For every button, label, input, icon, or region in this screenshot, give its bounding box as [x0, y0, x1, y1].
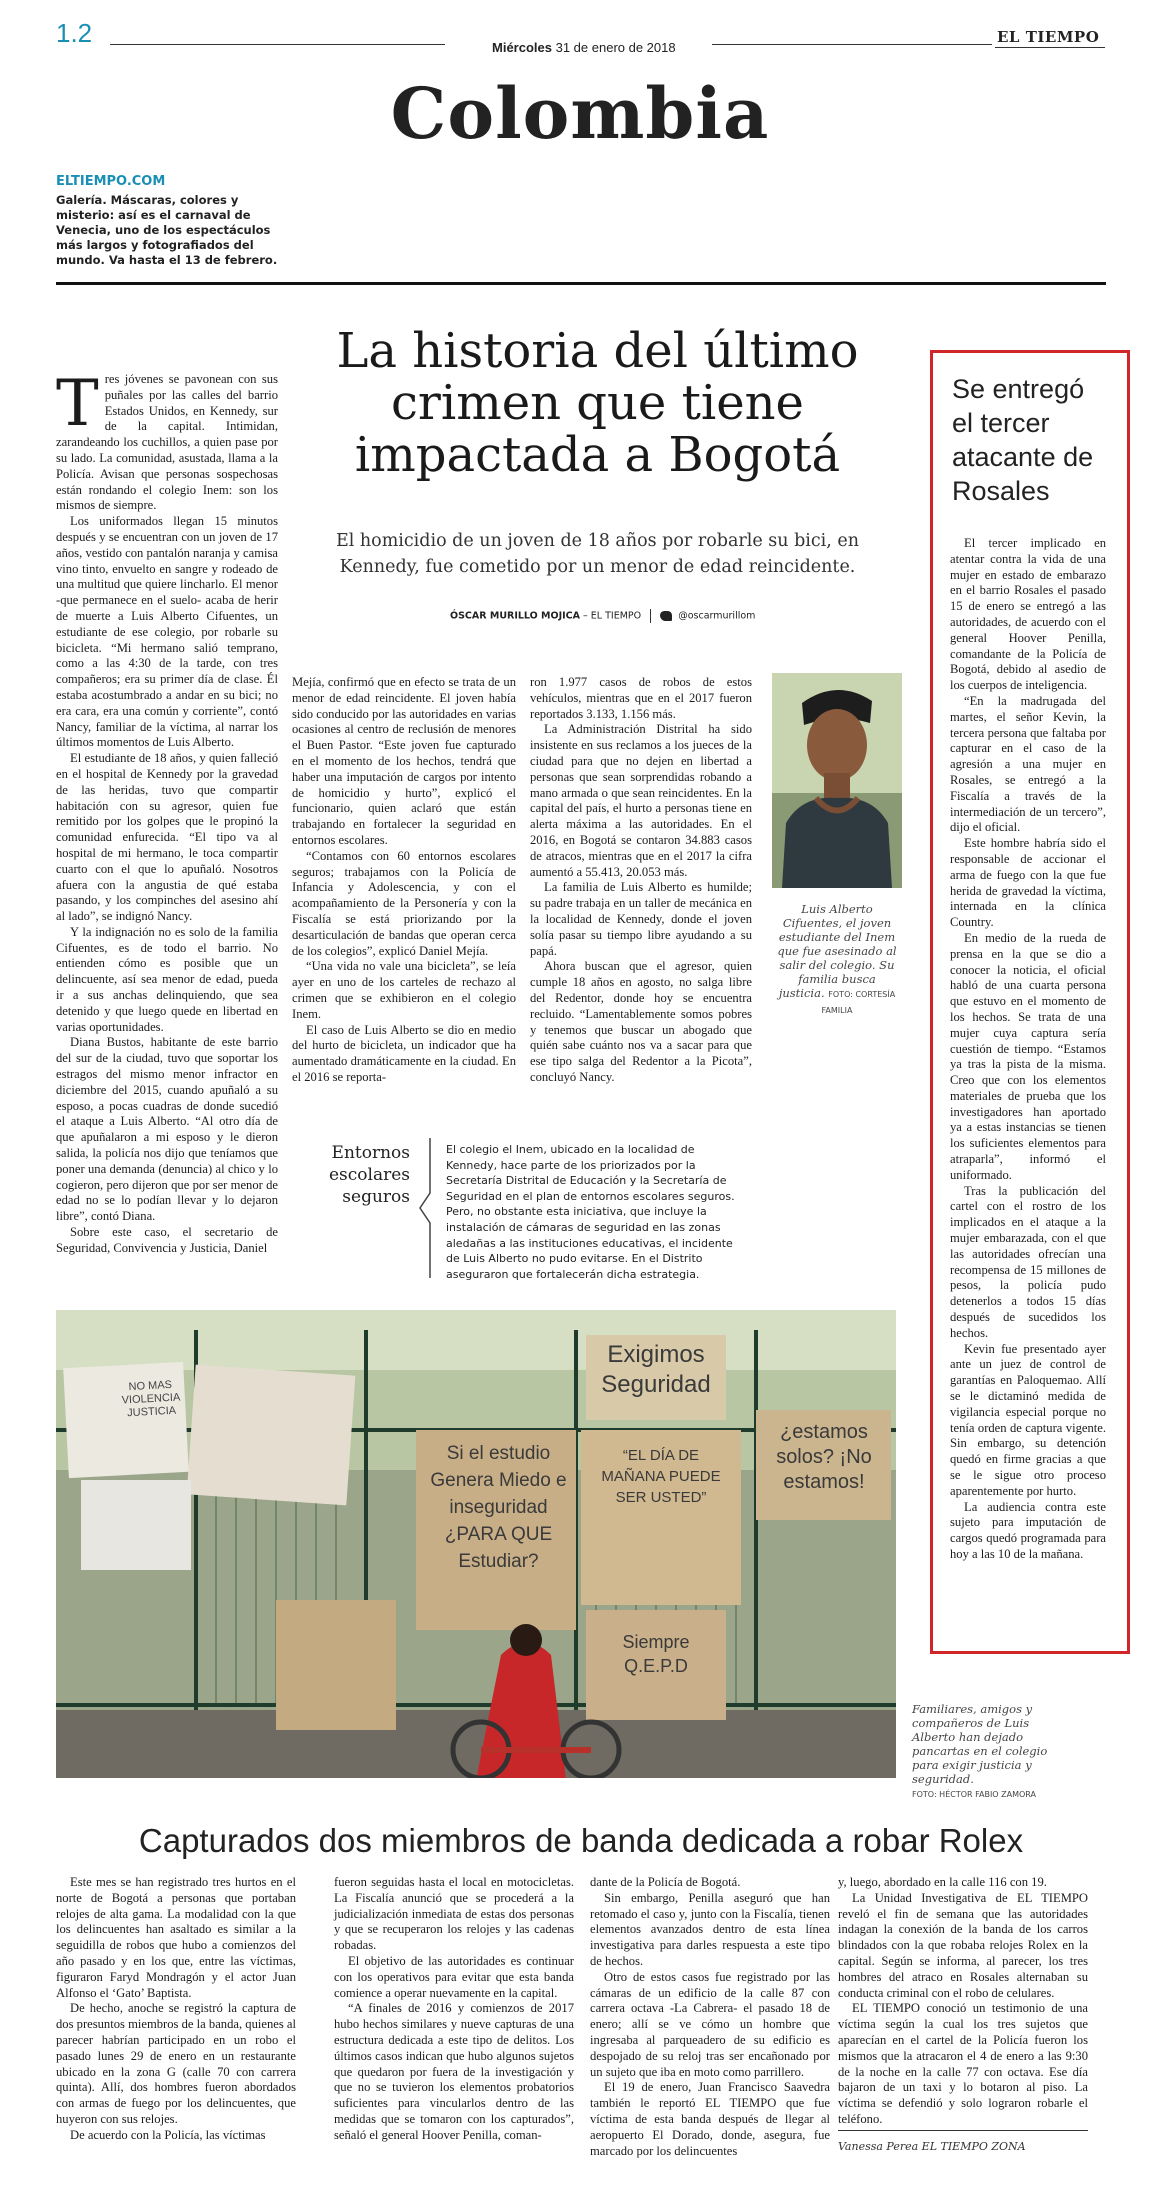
- second-column-3: [590, 1875, 830, 2159]
- paragraph: Mejía, confirmó que en efecto se trata de un menor de edad reincidente. El joven había sido conducido por las autoridades en varias ocasiones al centro de reclusión de menores el Buen Pastor. “Este joven fue capturado en el momento de los hechos, tendrá que haber una imputación de cargos por intento de homicidio y hurto”, explicó el funcionario, quien aclaró que están trabajando en fortalecer la seguridad en entornos escolares.: [292, 675, 516, 847]
- second-column-2: [334, 1875, 574, 2144]
- portrait-photo: [772, 673, 902, 888]
- portrait-credit: FOTO: CORTESÍA FAMILIA: [821, 990, 896, 1015]
- paragraph: En medio de la rueda de prensa en la que se dio a conocer la noticia, el oficial habló de una cuarta persona que estuvo en el momento de los hechos. Se trata de una mujer cuya captura sería cuestión de tiempo. “Estamos ya tras la pista de la misma. Creo que con los elementos materiales de prueba que los investigadores han aportado ya a estas instancias se tienen los suficientes elementos para atraparla”, informó el uniformado.: [950, 930, 1106, 1182]
- paragraph: De acuerdo con la Policía, las víctimas: [70, 2127, 266, 2142]
- paragraph: res jóvenes se pavonean con sus puñales por las calles del barrio Estados Unidos, en Kennedy, sur de la capital. Intimidan, zarandeando los cuchillos, a quien pase por su lado. La comunidad, asustada, llama a la Policía. Avisan que personas sospechosas están rondando el colegio Inem: son los mismos de siempre.: [56, 372, 278, 513]
- page-number: 1.2: [56, 18, 93, 48]
- paragraph: Este mes se han registrado tres hurtos en el norte de Bogotá a personas que portaban relojes de alta gama. La modalidad con la que los delincuentes han asaltado es similar a la seguidilla de robos que hubo a comienzos del año pasado y en los que, entre las víctimas, figuraron Faryd Mondragón y el actor Juan Alfonso el ‘Gato’ Baptista.: [56, 1875, 296, 2000]
- protest-photo: [56, 1310, 896, 1778]
- main-headline: La historia del último crimen que tiene impactada a Bogotá: [336, 323, 859, 483]
- byline-author: ÓSCAR MURILLO MOJICA: [450, 610, 580, 622]
- second-headline: Capturados dos miembros de banda dedicada a robar Rolex: [138, 1822, 1024, 1859]
- photo-sign-5: ¿estamos solos? ¡No estamos!: [776, 1421, 872, 1493]
- header-rule-left: [110, 44, 445, 45]
- portrait-caption: [776, 902, 898, 1018]
- portrait-caption-text: Luis Alberto Cifuentes, el joven estudiante del Inem que fue asesinado al salir del colegio. Su familia busca justicia.: [777, 902, 897, 1000]
- paragraph: Y la indignación no es solo de la familia Cifuentes, es de todo el barrio. No entienden cómo es posible que un delincuente, así sea menor de edad, pueda ir a sus anchas delinquiendo, que sea detenido y que luego quede en libertad en varias oportunidades.: [56, 924, 278, 1034]
- paragraph: “A finales de 2016 y comienzos de 2017 hubo hechos similares y nueve capturas de una estructura dedicada a este tipo de delitos. Los últimos casos indican que hubo algunos sujetos que quedaron por fuera de la investigación y que no se tuvieron los elementos probatorios suficientes para vincularlos dentro de las medidas que se tomaron con los capturados”, señaló el general Hoover Penilla, coman-: [334, 2001, 574, 2142]
- signature-rule: [838, 2130, 1088, 2131]
- portrait-figure: [772, 673, 902, 888]
- paragraph: Los uniformados llegan 15 minutos después y se encuentran con un joven de 17 años, vestido con pantalón naranja y camisa vino tinto, envuelto en sangre y rodeado de una multitud que quiere lincharlo. El menor -que permanece en el suelo- acaba de herir de muerte a Luis Alberto Cifuentes, un estudiante de ese colegio, por robarle su bicicleta. “Mi hermano salió temprano, como a las 4:30 de la tarde, con tres compañeros; era su primer día de clase. Él estaba acostumbrado a andar en su bici; no era cara, era una común y corriente”, contó Nancy, familiar de la víctima, al narrar los últimos momentos de Luis Alberto.: [56, 514, 278, 750]
- paragraph: El estudiante de 18 años, y quien falleció en el hospital de Kennedy por la gravedad de las heridas, tuvo que compartir habitación con su agresor, quien fue remitido por los golpes que le propinó la comunidad enfurecida. “El tipo va al hospital de mi hermano, le toca compartir cuarto con el que lo apuñaló. Nosotros afuera con la angustia de qué estaba pasando, y los compinches del asesino ahí al lado”, se indignó Nancy.: [56, 751, 278, 924]
- byline-separator: [650, 609, 651, 623]
- photo-sign-6: Siempre Q.E.P.D: [622, 1632, 690, 1676]
- paragraph: dante de la Policía de Bogotá.: [590, 1875, 741, 1889]
- paragraph: La Administración Distrital ha sido insistente en sus reclamos a los jueces de la ciudad para que no dejen en libertad a personas que sean sorprendidas robando a mano armada o que sean reincidentes. En la capital del país, el hurto a personas tiene en alerta máxima a las autoridades. En el 2016, en Bogotá se contaron 34.883 casos de atracos, mientras que en el 2017 la cifra aumentó a 55.413, 20.053 más.: [530, 722, 752, 879]
- byline: [450, 609, 755, 623]
- twitter-handle[interactable]: @oscarmurillom: [678, 610, 756, 622]
- photo-sign-3: Si el estudio Genera Miedo e inseguridad ¿PARA QUE Estudiar?: [430, 1443, 567, 1572]
- signature: Vanessa Perea EL TIEMPO ZONA: [838, 2140, 1026, 2153]
- main-column-3: [530, 675, 752, 1086]
- paragraph: La familia de Luis Alberto es humilde; su padre trabaja en un taller de mecánica en la localidad de Kennedy, donde el joven solía pasar su tiempo libre ayudando a su papá.: [530, 880, 752, 958]
- paragraph: Diana Bustos, habitante de este barrio del sur de la ciudad, tuvo que soportar los estragos del mismo menor infractor en diciembre del 2015, cuando apuñaló a su esposo, a pocas cuadras de donde sucedió el ataque a Luis Alberto. “Al otro día de que apuñalaron a mi esposo y le dieron salida, la policía nos dijo que teníamos que poner una demanda (denuncia) al chico y lo cogieron, pero dijeron que por ser menor de edad no se lo podían llevar y lo dejaron libre”, contó Diana.: [56, 1035, 278, 1224]
- protest-photo-caption: [912, 1702, 1072, 1802]
- paragraph: Sobre este caso, el secretario de Seguridad, Convivencia y Justicia, Daniel: [56, 1225, 278, 1255]
- second-column-1: [56, 1875, 296, 2144]
- main-column-2: [292, 675, 516, 1086]
- section-divider: [56, 282, 1106, 285]
- dropcap: T: [56, 367, 99, 441]
- brand-rule: [995, 47, 1105, 48]
- twitter-icon: [660, 611, 672, 621]
- byline-outlet: – EL TIEMPO: [583, 610, 642, 622]
- callout-text: El colegio el Inem, ubicado en la localidad de Kennedy, hace parte de los priorizados por la Secretaría Distrital de Educación y la Secretaría de Seguridad en el plan de entornos escolares seguros. Pero, no obstante esta iniciativa, que incluye la instalación de cámaras de seguridad en las zonas aledañas a las instituciones educativas, el incidente de Luis Alberto no pudo evitarse. En el Distrito aseguraron que fortalecerán dicha estrategia.: [446, 1143, 735, 1281]
- sidebar-title: Se entregó el tercer atacante de Rosales: [952, 374, 1094, 506]
- paragraph: ron 1.977 casos de robos de estos vehículos, mientras que en el 2017 fueron reportados 3.133, 1.156 más.: [530, 675, 752, 721]
- paragraph: Tras la publicación del cartel con el rostro de los implicados en el ataque a la mujer embarazada, con el que las autoridades ofrecían una recompensa de 15 millones de pesos, la policía pudo detenerlos a todos 15 días después de sucedidos los hechos.: [950, 1183, 1106, 1340]
- paragraph: El objetivo de las autoridades es continuar con los operativos para evitar que esta banda comience a operar nuevamente en la capital.: [334, 1953, 574, 2000]
- paragraph: Ahora buscan que el agresor, quien cumple 18 años en agosto, no salga libre del Redentor, donde hoy se encuentra recluido. “Lamentablemente somos pobres y tenemos que buscar un abogado que quién sabe cuánto nos va a sacar para que ese tipo salga del Redentor a la Picota”, concluyó Nancy.: [530, 959, 752, 1084]
- paragraph: Este hombre habría sido el responsable de accionar el arma de fuego con la que fue herida de gravedad la víctima, internada en la clínica Country.: [950, 836, 1106, 930]
- photo-sign-2: Exigimos Seguridad: [601, 1341, 711, 1398]
- section-title: Colombia: [390, 72, 770, 155]
- paragraph: y, luego, abordado en la calle 116 con 19.: [838, 1875, 1047, 1889]
- promo-text: Galería. Máscaras, colores y misterio: así es el carnaval de Venecia, uno de los espectáculos más largos y fotografiados del mundo. Va hasta el 13 de febrero.: [56, 193, 278, 267]
- header-rule-right: [712, 44, 992, 45]
- paragraph: La Unidad Investigativa de EL TIEMPO reveló el fin de semana que las autoridades indagan la conexión de la banda de los carros blindados con la que robaba relojes Rolex en la capital. Según se informa, al parecer, los tres hombres del atraco en Rosales alternaban su conducta criminal con el robo de celulares.: [838, 1890, 1088, 2000]
- issue-day: Miércoles: [492, 40, 552, 55]
- paragraph: Sin embargo, Penilla aseguró que han retomado el caso y, junto con la Fiscalía, tienen elementos avanzados dentro de esta línea investigativa para darles respuesta a este tipo de hechos.: [590, 1890, 830, 1968]
- paragraph: El caso de Luis Alberto se dio en medio del hurto de bicicleta, un indicador que ha aumentado dramáticamente en la ciudad. En el 2016 se reporta-: [292, 1022, 516, 1084]
- callout-title: Entornos escolares seguros: [328, 1143, 410, 1207]
- photo-sign-1: NO MAS VIOLENCIA JUSTICIA: [121, 1378, 181, 1420]
- callout-bracket: [416, 1138, 436, 1278]
- paragraph: “Contamos con 60 entornos escolares seguros; trabajamos con la Policía de Infancia y Adolescencia, y con el acompañamiento de la Personería y con la Fiscalía se está priorizando por la desarticulación de bandas que operan cerca de los colegios”, explicó Daniel Mejía.: [292, 848, 516, 958]
- paragraph: De hecho, anoche se registró la captura de dos presuntos miembros de la banda, quienes al parecer habrían participado en un robo el pasado lunes 29 de enero en un restaurante ubicado en la zona G (calle 70 con carrera quinta). Allí, dos hombres fueron abordados con armas de fuego por los delincuentes, que huyeron con sus relojes.: [56, 2001, 296, 2126]
- main-deck: El homicidio de un joven de 18 años por robarle su bici, en Kennedy, fue cometido por un menor de edad reincidente.: [335, 531, 860, 577]
- paragraph: El 19 de enero, Juan Francisco Saavedra también le reportó EL TIEMPO que fue víctima de esta banda después de llegar al aeropuerto El Dorado, donde, asegura, fue marcado por los delincuentes: [590, 2080, 830, 2158]
- protest-caption-text: Familiares, amigos y compañeros de Luis Alberto han dejado pancartas en el colegio para exigir justicia y seguridad.: [912, 1702, 1048, 1786]
- sidebar-body: [950, 536, 1106, 1563]
- second-column-4: [838, 1875, 1088, 2128]
- brand-logo: EL TIEMPO: [997, 28, 1100, 46]
- paragraph: fueron seguidas hasta el local en motocicletas. La Fiscalía anunció que se procederá a la judicialización inmediata de estas dos personas y que se recuperaron los relojes y las cadenas robadas.: [334, 1875, 574, 1953]
- paragraph: La audiencia contra este sujeto para imputación de cargos quedó programada para hoy a las 10 de la mañana.: [950, 1499, 1106, 1561]
- issue-date: [492, 40, 676, 55]
- paragraph: “En la madrugada del martes, el señor Kevin, la tercera persona que faltaba por capturar en el caso de la agresión a una mujer en Rosales, se entregó a la Fiscalía a través de la intermediación de un tercero”, dijo el oficial.: [950, 693, 1106, 835]
- paragraph: Otro de estos casos fue registrado por las cámaras de un edificio de la calle 87 con carrera octava -La Cabrera- el pasado 18 de enero; allí se ve cómo un hombre que ingresaba al parqueadero de su edificio es despojado de su reloj tras ser encañonado por un sujeto que iba en moto como parrillero.: [590, 1969, 830, 2079]
- paragraph: El tercer implicado en atentar contra la vida de una mujer en estado de embarazo en el barrio Rosales el pasado 15 de enero se entregó a las autoridades, de acuerdo con el general Hoover Penilla, comandante de la Policía de Bogotá, debido al asedio de los cuerpos de inteligencia.: [950, 536, 1106, 693]
- paragraph: EL TIEMPO conoció un testimonio de una víctima según la cual los tres sujetos que aparecían en el cartel de la Policía fueron los mismos que la atracaron el 4 de enero a las 9:30 de la noche en la calle 77 con octava. Ese día bajaron de un taxi y lo botaron al piso. La víctima se defendió y solo lograron robarle el teléfono.: [838, 2001, 1088, 2126]
- issue-date-text: 31 de enero de 2018: [555, 40, 676, 55]
- photo-sign-4: “EL DÍA DE MAÑANA PUEDE SER USTED”: [601, 1447, 721, 1506]
- protest-photo-credit: FOTO: HÉCTOR FABIO ZAMORA: [912, 1790, 1037, 1799]
- promo-site[interactable]: ELTIEMPO.COM: [56, 174, 166, 189]
- main-column-1: [56, 367, 278, 1257]
- paragraph: “Una vida no vale una bicicleta”, se leía ayer en uno de los carteles de rechazo al crimen que se exhibieron en el colegio Inem.: [292, 959, 516, 1021]
- paragraph: Kevin fue presentado ayer ante un juez de control de garantías en Paloquemao. Allí se le dictaminó medida de vigilancia especial porque no tenía orden de captura vigente. Sin embargo, su detención quedó en firme gracias a que se le sigue otro proceso aparentemente por hurto.: [950, 1341, 1106, 1498]
